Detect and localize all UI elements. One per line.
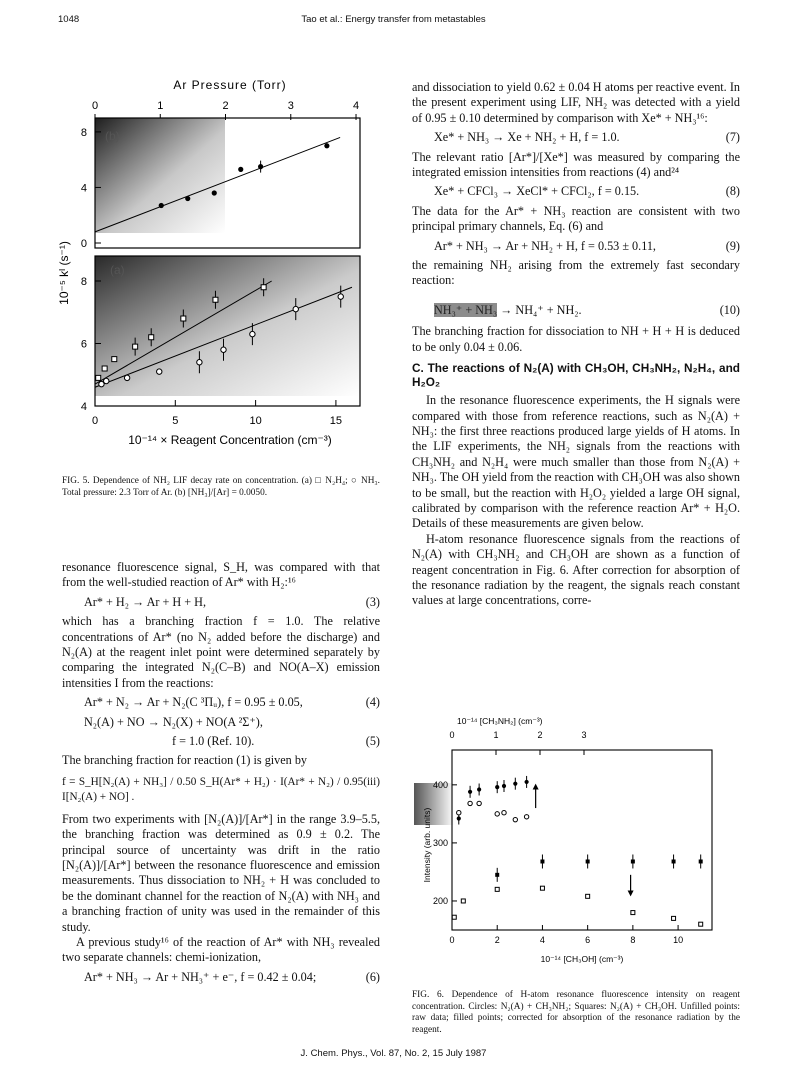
fig6-bottom-tick-label: 4 xyxy=(539,935,545,945)
fig5-a-square-point xyxy=(133,344,138,349)
fig6-bottom-tick-label: 8 xyxy=(630,935,636,945)
equation-4-number: (4) xyxy=(365,695,380,710)
fig6-open-square-point xyxy=(672,916,676,920)
equation-9 xyxy=(412,239,740,254)
fig6-open-circle-point xyxy=(513,817,517,821)
equation-9-number: (9) xyxy=(725,238,740,253)
figure-6 xyxy=(412,715,742,980)
right-paragraph-7: H-atom resonance fluorescence signals from the reactions of N₂(A) with CH₃NH₂ and CH₃OH are shown as a function of reagent concentration in Fig. 6. After correction for absorption of the resonance radiation by the reagent, the signals reach constant values at large concentrations, corre- xyxy=(412,531,740,608)
equation-9-body: Ar* + NH₃ → Ar + NH₂ + H, f = 0.53 ± 0.11, xyxy=(434,238,656,253)
equation-7-number: (7) xyxy=(725,130,740,145)
figure-5 xyxy=(40,78,375,458)
right-paragraph-1: and dissociation to yield 0.62 ± 0.04 H atoms per reactive event. In the present experiment using LIF, NH₂ was detected with a yield of 0.95 ± 0.10 determined by comparison with Xe* + NH₃¹⁶: xyxy=(412,80,740,125)
fig6-top-tick-label: 3 xyxy=(581,730,587,740)
fig6-top-tick-label: 2 xyxy=(537,730,543,740)
fig6-open-circle-point xyxy=(477,801,481,805)
fig5-b-point xyxy=(324,143,329,148)
fig5-a-y-tick-label: 6 xyxy=(80,338,87,351)
fig6-open-circle-point xyxy=(457,811,461,815)
equation-5-body-a: N₂(A) + NO → N₂(X) + NO(A ²Σ⁺), xyxy=(84,714,263,729)
fig6-caption: FIG. 6. Dependence of H-atom resonance fluorescence intensity on reagent concentration. Circles: N₂(A) + CH₃NH₂; Squares: N₂(A) + CH₃OH. Unfilled points: raw data; filled points; corrected for absorption of the resonance radiation by the reagent. xyxy=(412,990,740,1035)
fig5-a-circle-point xyxy=(250,331,255,336)
equation-5-body-b: f = 1.0 (Ref. 10). xyxy=(172,734,255,749)
fig5-a-square-point xyxy=(96,375,101,380)
equation-5-number: (5) xyxy=(365,734,380,749)
equation-3-number: (3) xyxy=(365,594,380,609)
fig6-open-square-point xyxy=(586,894,590,898)
fig6-filled-square-point xyxy=(631,859,635,863)
equation-10 xyxy=(412,303,740,318)
equation-8-body: Xe* + CFCl₃ → XeCl* + CFCl₂, f = 0.15. xyxy=(434,184,640,199)
fig5-top-axis-label: Ar Pressure (Torr) xyxy=(173,78,287,92)
equation-7 xyxy=(412,130,740,145)
fig6-open-square-point xyxy=(495,887,499,891)
fig5-b-point xyxy=(212,190,217,195)
fig5-b-point xyxy=(185,196,190,201)
fig6-filled-circle-point xyxy=(457,816,461,820)
fig5-bottom-axis-label: 10⁻¹⁴ × Reagent Concentration (cm⁻³) xyxy=(128,433,332,447)
equation-10-highlighted: NH₃⁺ + NH₃ xyxy=(434,302,498,317)
equation-3 xyxy=(62,595,380,610)
fig5-a-circle-point xyxy=(197,360,202,365)
right-paragraph-5: The branching fraction for dissociation to NH + H + H is deduced to be only 0.04 ± 0.06. xyxy=(412,324,740,354)
fig5-a-square-point xyxy=(213,297,218,302)
page-number: 1048 xyxy=(58,14,80,25)
left-paragraph-4: From two experiments with [N₂(A)]/[Ar*] in the range 3.9–5.5, the branching fraction was determined as 0.9 ± 0.2. The principal source of uncertainty was drift in the ratio [N₂(A)]/[Ar*] between the resonance fluorescence and emission measurements. Thus dissociation to NH₂ + H was concluded to be the dominant channel for the reaction of N₂(A) with NH₃ and a branching fraction of unity was used in the remainder of this study. xyxy=(62,811,380,934)
fig6-bottom-tick-label: 10 xyxy=(673,935,684,945)
equation-4 xyxy=(62,695,380,710)
fig6-up-arrow-head xyxy=(533,784,539,790)
fig6-plot-frame xyxy=(452,750,712,930)
fig5-b-y-tick-label: 0 xyxy=(80,238,87,250)
fig5-a-y-tick-label: 4 xyxy=(80,401,87,413)
equation-8-number: (8) xyxy=(725,184,740,199)
fig5-top-tick-label: 4 xyxy=(352,100,360,112)
fig6-bottom-axis-label: 10⁻¹⁴ [CH₃OH] (cm⁻³) xyxy=(540,954,624,964)
fig6-y-tick-label: 300 xyxy=(432,837,448,848)
fig6-filled-square-point xyxy=(540,859,544,863)
fig6-filled-square-point xyxy=(586,859,590,863)
fig5-bottom-tick-label: 10 xyxy=(249,415,262,427)
fig5-y-label: 10⁻⁵ kᴵ (s⁻¹) xyxy=(57,241,71,305)
fig6-bottom-tick-label: 2 xyxy=(494,935,500,945)
fig5-a-square-point xyxy=(181,316,186,321)
fig6-filled-circle-point xyxy=(477,787,481,791)
equation-3-body: Ar* + H₂ → Ar + H + H, xyxy=(84,594,207,609)
right-column xyxy=(412,80,740,609)
left-paragraph-5: A previous study¹⁶ of the reaction of Ar* with NH₃ revealed two separate channels: chemi-ionization, xyxy=(62,934,380,965)
left-paragraph-2: which has a branching fraction f = 1.0. The relative concentrations of Ar* (no N₂ added before the discharge) and N₂(A) at the reagent inlet point were determined separately by comparing the integrated N₂(C–B) and NO(A–X) emission intensities I from the reactions: xyxy=(62,614,380,690)
running-title: Tao et al.: Energy transfer from metastables xyxy=(301,14,486,25)
page-footer: J. Chem. Phys., Vol. 87, No. 2, 15 July 1987 xyxy=(300,1048,487,1059)
fig5-top-tick-label: 2 xyxy=(222,100,229,112)
fig5-a-circle-point xyxy=(157,369,162,374)
fig6-open-circle-point xyxy=(468,801,472,805)
fig5-a-square-point xyxy=(102,366,107,371)
left-paragraph-1: resonance fluorescence signal, S_H, was compared with that from the well-studied reaction of Ar* with H₂:¹⁶ xyxy=(62,560,380,590)
fig6-down-arrow-head xyxy=(628,891,634,897)
fig6-bottom-tick-label: 0 xyxy=(449,935,455,945)
left-column xyxy=(62,560,380,989)
fig6-filled-circle-point xyxy=(468,790,472,794)
fig6-y-tick-label: 200 xyxy=(432,895,448,906)
equation-4-body: Ar* + N₂ → Ar + N₂(C ³Πᵤ), f = 0.95 ± 0.05, xyxy=(84,695,303,710)
equation-6-number: (6) xyxy=(365,969,380,984)
fig5-a-y-tick-label: 8 xyxy=(80,276,87,288)
fig5-a-circle-point xyxy=(293,306,298,311)
fig6-open-circle-point xyxy=(502,811,506,815)
equation-6-body: Ar* + NH₃ → Ar + NH₃⁺ + e⁻, f = 0.42 ± 0.04; xyxy=(84,969,317,984)
equation-10-number: (10) xyxy=(719,302,740,317)
fig6-open-square-point xyxy=(540,886,544,890)
right-paragraph-2: The relevant ratio [Ar*]/[Xe*] was measured by comparing the integrated emission intensities from reactions (4) and²⁴ xyxy=(412,149,740,180)
fig6-filled-circle-point xyxy=(502,784,506,788)
fig5-top-tick-label: 1 xyxy=(157,100,164,112)
fig5-bottom-tick-label: 15 xyxy=(329,415,343,427)
fig5-caption: FIG. 5. Dependence of NH₂ LIF decay rate on concentration. (a) □ N₂H₄; ○ NH₃. Total pressure: 2.3 Torr of Ar. (b) [NH₃]/[Ar] = 0.0050. xyxy=(62,476,380,498)
equation-iii xyxy=(62,775,380,806)
fig6-filled-square-point xyxy=(495,873,499,877)
fig6-filled-circle-point xyxy=(495,785,499,789)
fig5-b-point xyxy=(159,203,164,208)
fig5-panel-a-gradient xyxy=(95,256,360,396)
fig5-a-circle-point xyxy=(221,347,226,352)
fig5-a-square-point xyxy=(149,335,154,340)
equation-5-line-2 xyxy=(62,734,380,749)
fig6-top-tick-label: 0 xyxy=(449,730,455,740)
fig5-top-tick-label: 0 xyxy=(91,100,99,112)
fig6-filled-circle-point xyxy=(525,780,529,784)
fig6-open-square-point xyxy=(452,915,456,919)
fig6-top-axis-label: 10⁻¹⁴ [CH₃NH₂] (cm⁻³) xyxy=(457,716,543,726)
fig5-a-circle-point xyxy=(124,375,129,380)
right-paragraph-4: the remaining NH₂ arising from the extremely fast secondary reaction: xyxy=(412,258,740,288)
equation-8 xyxy=(412,184,740,199)
fig6-bottom-tick-label: 6 xyxy=(585,935,591,945)
section-heading-c: C. The reactions of N₂(A) with CH₃OH, CH₃NH₂, N₂H₄, and H₂O₂ xyxy=(412,361,740,390)
fig5-a-circle-point xyxy=(104,378,109,383)
fig5-top-tick-label: 3 xyxy=(287,100,294,112)
equation-5-line-1 xyxy=(62,715,380,730)
left-paragraph-3: The branching fraction for reaction (1) is given by xyxy=(62,753,308,768)
fig6-filled-square-point xyxy=(699,859,703,863)
right-paragraph-3: The data for the Ar* + NH₃ reaction are consistent with two principal primary channels, Eq. (6) and xyxy=(412,203,740,234)
equation-7-body: Xe* + NH₃ → Xe + NH₂ + H, f = 1.0. xyxy=(434,130,620,145)
right-paragraph-6: In the resonance fluorescence experiments, the H signals were compared with those from reference reactions, such as N₂(A) + NH₃: the first three reactions produced large yields of H atoms. In the LIF experiments, the NH₂ signals from the reactions with CH₃NH₂ and N₂H₄ were much smaller than those from N₂(A) + NH₃. The OH yield from the reaction with CH₃OH was also shown to be small, but the reaction with H₂O₂ yielded a large OH signal, calibrated by comparison with the reference reaction Ar* + H₂O. Details of these measurements are given below. xyxy=(412,393,740,531)
fig5-b-point xyxy=(238,167,243,172)
fig6-filled-circle-point xyxy=(513,782,517,786)
fig6-open-square-point xyxy=(699,922,703,926)
equation-iii-number: (iii) xyxy=(363,775,380,788)
equation-10-body: → NH₄⁺ + NH₂. xyxy=(497,302,582,317)
equation-6 xyxy=(62,970,380,985)
fig6-top-tick-label: 1 xyxy=(493,730,499,740)
fig5-b-y-tick-label: 8 xyxy=(80,126,87,139)
fig6-open-circle-point xyxy=(495,812,499,816)
page-header xyxy=(0,14,787,30)
fig6-y-label: Intensity (arb. units) xyxy=(422,807,432,883)
fig5-panel-b-label: (b) xyxy=(105,129,120,143)
fig6-open-square-point xyxy=(461,899,465,903)
fig5-a-square-point xyxy=(112,357,117,362)
fig5-a-circle-point xyxy=(338,294,343,299)
fig5-bottom-tick-label: 5 xyxy=(172,415,179,427)
fig5-b-y-tick-label: 4 xyxy=(80,182,87,195)
fig6-filled-square-point xyxy=(672,859,676,863)
fig6-open-circle-point xyxy=(524,815,528,819)
fig5-panel-a-label: (a) xyxy=(110,263,125,277)
fig5-bottom-tick-label: 0 xyxy=(91,415,99,427)
fig6-y-tick-label: 400 xyxy=(432,779,448,790)
fig5-a-square-point xyxy=(261,285,266,290)
fig6-open-square-point xyxy=(631,911,635,915)
equation-iii-body: f = S_H[N₂(A) + NH₃] / 0.50 S_H(Ar* + H₂) · I(Ar* + N₂) / 0.95 I[N₂(A) + NO] . xyxy=(62,775,364,804)
